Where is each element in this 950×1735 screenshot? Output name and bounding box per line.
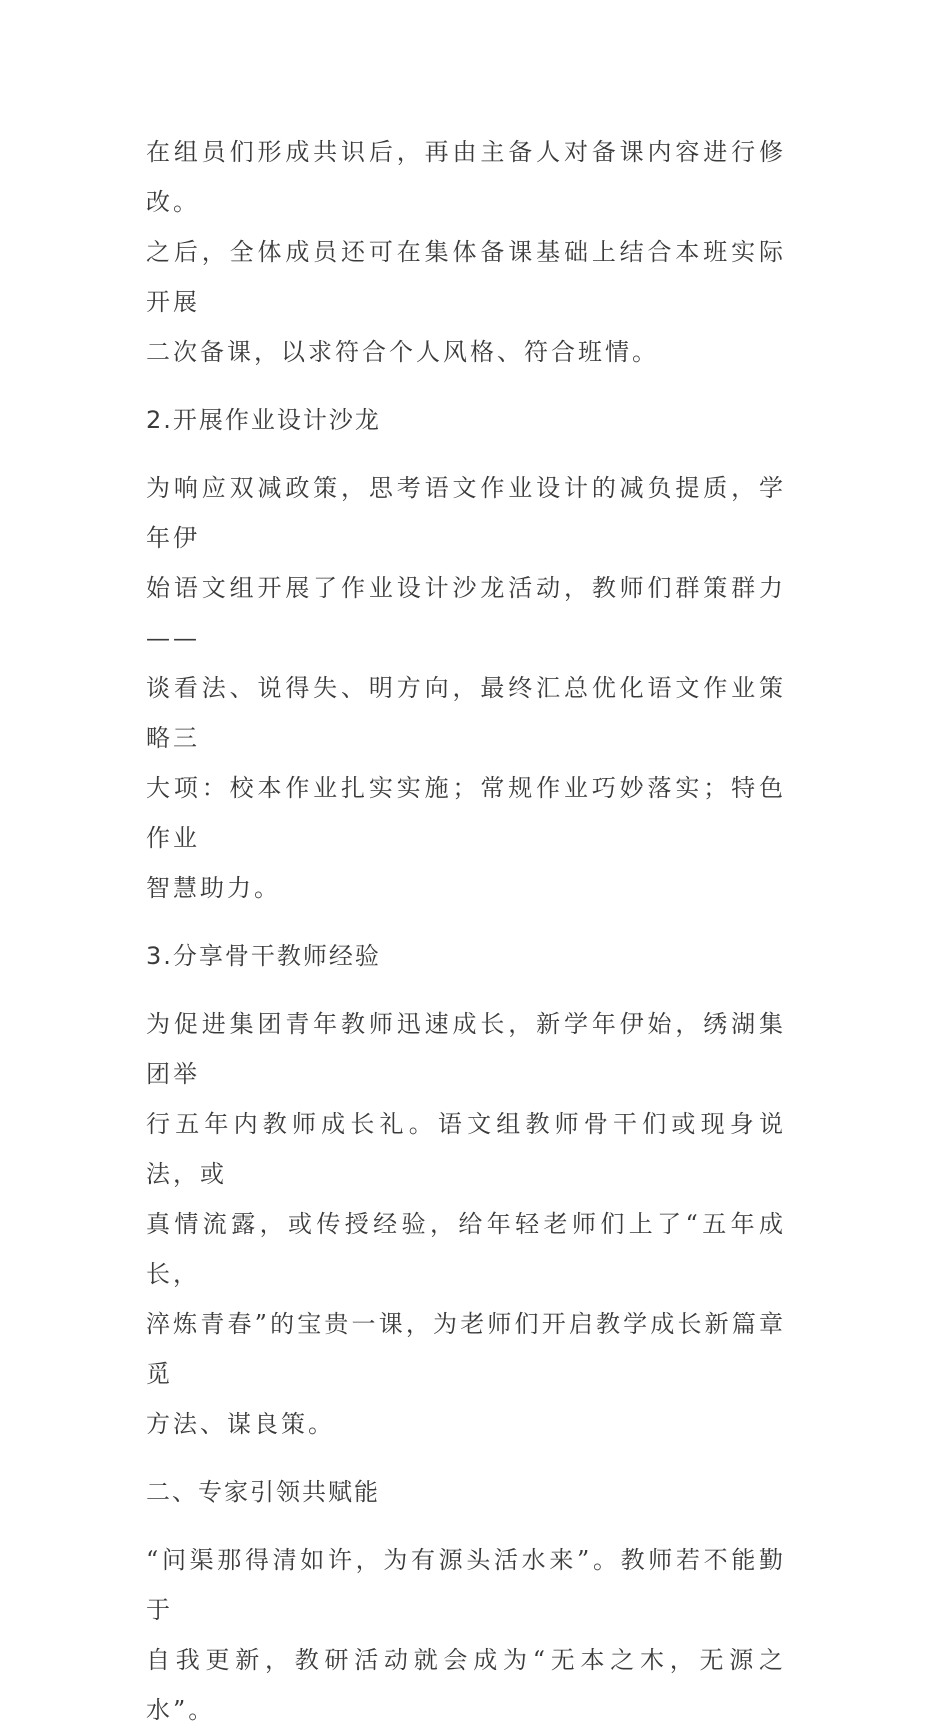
paragraph-body: “问渠那得清如许，为有源头活水来”。教师若不能勤于 自我更新，教研活动就会成为“无本之木，无源之水”。 [146,1546,786,1724]
document-body [146,127,786,1735]
section-heading: 3.分享骨干教师经验 [146,942,381,970]
paragraph-body: 为促进集团青年教师迅速成长，新学年伊始，绣湖集团举 行五年内教师成长礼。语文组教师骨干们或现身说法，或 真情流露，或传授经验，给年轻老师们上了“五年成长， 淬炼青春”的宝贵一课，为老师们开启教学成长新篇章觅 方法、谋良策。 [146,1010,786,1438]
section-heading: 二、专家引领共赋能 [146,1478,380,1506]
section-heading: 2.开展作业设计沙龙 [146,406,381,434]
paragraph-body: 在组员们形成共识后，再由主备人对备课内容进行修改。 之后，全体成员还可在集体备课基础上结合本班实际开展 二次备课，以求符合个人风格、符合班情。 [146,138,786,366]
paragraph-body: 为响应双减政策，思考语文作业设计的减负提质，学年伊 始语文组开展了作业设计沙龙活动，教师们群策群力—— 谈看法、说得失、明方向，最终汇总优化语文作业策略三 大项：校本作业扎实实施；常规作业巧妙落实；特色作业 智慧助力。 [146,474,786,902]
